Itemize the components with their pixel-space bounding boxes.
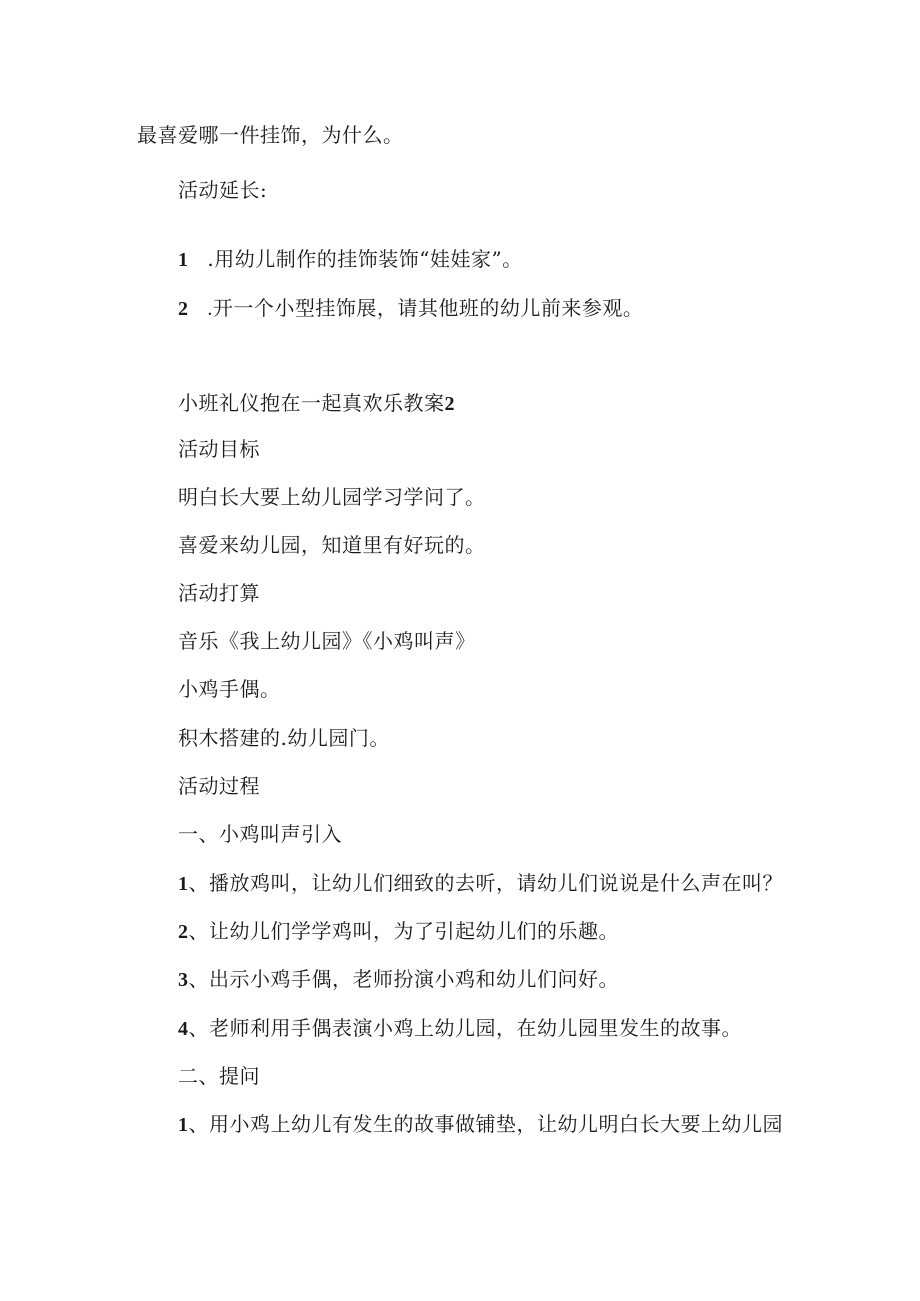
item-text: 、老师利用手偶表演小鸡上幼儿园，在幼儿园里发生的故事。 <box>188 1016 742 1040</box>
list-item <box>178 1112 783 1137</box>
item-number: 1 <box>178 873 189 895</box>
item-text: .开一个小型挂饰展，请其他班的幼儿前来参观。 <box>207 298 644 320</box>
paragraph-line <box>178 533 486 557</box>
document-title <box>178 391 455 416</box>
item-number: 1 <box>178 249 189 271</box>
title-number: 2 <box>444 393 455 415</box>
list-item <box>178 871 783 896</box>
item-number: 3 <box>178 969 189 991</box>
text: 音乐《我上幼儿园》《小鸡叫声》 <box>178 629 476 653</box>
text: 明白长大要上幼儿园学习学问了。 <box>178 485 486 509</box>
paragraph-line <box>178 726 390 750</box>
paragraph-line <box>178 677 281 701</box>
item-number: 2 <box>178 921 189 943</box>
item-text: 、出示小鸡手偶，老师扮演小鸡和幼儿们问好。 <box>188 967 619 991</box>
item-text: 、让幼儿们学学鸡叫，为了引起幼儿们的乐趣。 <box>188 919 619 943</box>
section-heading-goals <box>178 437 260 461</box>
list-item <box>178 1016 742 1041</box>
item-number: 4 <box>178 1018 189 1040</box>
list-item <box>178 919 619 944</box>
list-item <box>178 296 643 321</box>
section-heading-extension <box>178 178 267 202</box>
paragraph-line <box>178 629 476 653</box>
subsection-heading <box>178 1064 260 1088</box>
list-item <box>178 967 619 992</box>
text: 活动打算 <box>178 581 260 605</box>
section-heading-preparation <box>178 581 260 605</box>
item-number: 1 <box>178 1114 189 1136</box>
text: 活动目标 <box>178 437 260 461</box>
text: 小鸡手偶。 <box>178 677 281 701</box>
text: 最喜爱哪一件挂饰，为什么。 <box>137 123 404 147</box>
list-item <box>178 247 523 272</box>
text: 喜爱来幼儿园，知道里有好玩的。 <box>178 533 486 557</box>
item-text: 、用小鸡上幼儿有发生的故事做铺垫，让幼儿明白长大要上幼儿园 <box>188 1112 783 1136</box>
item-text: .用幼儿制作的挂饰装饰“娃娃家”。 <box>207 247 523 271</box>
text: 活动延长: <box>178 178 268 202</box>
text: 积木搭建的.幼儿园门。 <box>178 726 390 750</box>
title-text: 小班礼仪抱在一起真欢乐教案 <box>178 391 445 415</box>
item-number: 2 <box>178 298 189 320</box>
section-heading-process <box>178 774 260 798</box>
item-text: 、播放鸡叫，让幼儿们细致的去听，请幼儿们说说是什么声在叫？ <box>188 871 783 895</box>
paragraph-line <box>137 123 404 147</box>
paragraph-line <box>178 485 486 509</box>
text: 活动过程 <box>178 774 260 798</box>
subsection-heading <box>178 822 342 846</box>
text: 一、小鸡叫声引入 <box>178 822 342 846</box>
text: 二、提问 <box>178 1064 260 1088</box>
